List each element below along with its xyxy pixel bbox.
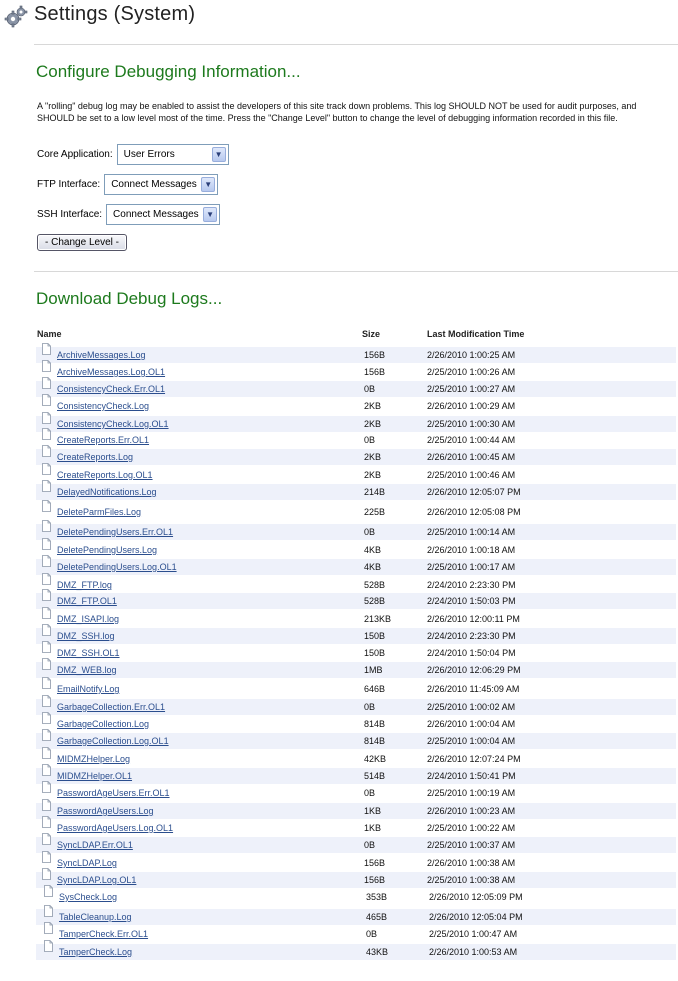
file-icon	[44, 940, 53, 952]
table-row	[36, 803, 676, 819]
file-modified-time: 2/26/2010 11:45:09 AM	[427, 684, 520, 694]
log-file-link[interactable]: DMZ_SSH.log	[57, 631, 115, 641]
file-size: 2KB	[364, 401, 382, 411]
file-size: 156B	[364, 367, 386, 377]
file-modified-time: 2/26/2010 1:00:53 AM	[429, 947, 518, 957]
log-file-link[interactable]: ArchiveMessages.Log	[57, 350, 146, 360]
file-icon	[42, 799, 51, 811]
ftp-interface-select[interactable]	[104, 174, 218, 195]
log-file-link[interactable]: ConsistencyCheck.Log.OL1	[57, 419, 169, 429]
file-size: 4KB	[364, 545, 382, 555]
file-icon	[42, 445, 51, 457]
file-modified-time: 2/26/2010 1:00:23 AM	[427, 806, 516, 816]
file-modified-time: 2/25/2010 1:00:19 AM	[427, 788, 516, 798]
file-icon	[42, 624, 51, 636]
table-row	[36, 524, 676, 540]
column-header-time: Last Modification Time	[427, 329, 525, 339]
file-size: 514B	[364, 771, 386, 781]
file-modified-time: 2/26/2010 1:00:38 AM	[427, 858, 516, 868]
file-modified-time: 2/26/2010 1:00:45 AM	[427, 452, 516, 462]
file-icon	[44, 922, 53, 934]
table-row	[36, 577, 676, 593]
file-icon	[42, 428, 51, 440]
log-file-link[interactable]: SysCheck.Log	[59, 892, 118, 902]
log-file-link[interactable]: MIDMZHelper.Log	[57, 754, 131, 764]
file-modified-time: 2/26/2010 1:00:25 AM	[427, 350, 516, 360]
file-modified-time: 2/25/2010 1:00:37 AM	[427, 840, 516, 850]
file-modified-time: 2/24/2010 2:23:30 PM	[427, 631, 516, 641]
file-size: 0B	[364, 435, 376, 445]
file-icon	[42, 816, 51, 828]
file-modified-time: 2/26/2010 12:06:29 PM	[427, 665, 521, 675]
log-file-link[interactable]: GarbageCollection.Log	[57, 719, 150, 729]
table-row	[36, 889, 676, 905]
table-row	[36, 611, 676, 627]
table-row	[36, 768, 676, 784]
table-row	[36, 926, 676, 942]
file-modified-time: 2/25/2010 1:00:04 AM	[427, 736, 516, 746]
file-modified-time: 2/25/2010 1:00:44 AM	[427, 435, 516, 445]
table-row	[36, 347, 676, 363]
file-size: 0B	[364, 788, 376, 798]
table-row	[36, 855, 676, 871]
file-icon	[44, 885, 53, 897]
log-file-link[interactable]: DMZ_ISAPI.log	[57, 614, 120, 624]
log-file-link[interactable]: DeletePendingUsers.Err.OL1	[57, 527, 174, 537]
file-icon	[42, 500, 51, 512]
log-file-link[interactable]: SyncLDAP.Err.OL1	[57, 840, 133, 850]
table-row	[36, 593, 676, 609]
file-size: 156B	[364, 858, 386, 868]
file-size: 528B	[364, 580, 386, 590]
table-row	[36, 432, 676, 448]
file-modified-time: 2/24/2010 1:50:04 PM	[427, 648, 516, 658]
file-icon	[42, 538, 51, 550]
file-icon	[42, 573, 51, 585]
ftp-interface-value: Connect Messages	[111, 179, 197, 190]
table-row	[36, 837, 676, 853]
download-logs-heading: Download Debug Logs...	[36, 289, 223, 308]
file-size: 814B	[364, 719, 386, 729]
ssh-interface-select[interactable]	[106, 204, 220, 225]
divider	[34, 44, 678, 45]
file-size: 646B	[364, 684, 386, 694]
core-application-label: Core Application:	[37, 149, 113, 160]
file-size: 2KB	[364, 470, 382, 480]
file-size: 814B	[364, 736, 386, 746]
file-icon	[42, 764, 51, 776]
file-modified-time: 2/24/2010 1:50:41 PM	[427, 771, 516, 781]
log-file-link[interactable]: PasswordAgeUsers.Log.OL1	[57, 823, 174, 833]
file-modified-time: 2/25/2010 1:00:22 AM	[427, 823, 516, 833]
log-file-link[interactable]: DMZ_SSH.OL1	[57, 648, 120, 658]
file-icon	[42, 394, 51, 406]
file-size: 465B	[366, 912, 388, 922]
log-file-link[interactable]: DeletePendingUsers.Log	[57, 545, 158, 555]
file-modified-time: 2/25/2010 1:00:27 AM	[427, 384, 516, 394]
file-icon	[42, 658, 51, 670]
file-size: 42KB	[364, 754, 387, 764]
file-modified-time: 2/26/2010 12:05:09 PM	[429, 892, 523, 902]
gear-icon	[4, 5, 28, 29]
ftp-interface-row	[37, 174, 218, 195]
log-file-link[interactable]: DeleteParmFiles.Log	[57, 507, 142, 517]
log-file-link[interactable]: TamperCheck.Err.OL1	[59, 929, 149, 939]
ssh-interface-label: SSH Interface:	[37, 209, 103, 220]
table-row	[36, 662, 676, 678]
ftp-interface-label: FTP Interface:	[37, 179, 101, 190]
file-icon	[42, 463, 51, 475]
file-modified-time: 2/25/2010 1:00:17 AM	[427, 562, 516, 572]
table-row	[36, 699, 676, 715]
file-icon	[42, 641, 51, 653]
table-row	[36, 416, 676, 432]
file-size: 0B	[364, 527, 376, 537]
file-size: 353B	[366, 892, 388, 902]
log-file-link[interactable]: DelayedNotifications.Log	[57, 487, 157, 497]
file-size: 1MB	[364, 665, 383, 675]
table-row	[36, 467, 676, 483]
file-icon	[42, 480, 51, 492]
table-row	[36, 751, 676, 767]
file-size: 0B	[364, 840, 376, 850]
debug-description: A "rolling" debug log may be enabled to assist the developers of this site track down problems. This log SHOULD NOT be used for audit purposes, and SHOULD be set to a low level most of the time. Press the "Change Level" button to change the level of debugging information recorded in this file.	[37, 101, 637, 123]
divider	[34, 271, 678, 272]
log-file-link[interactable]: SyncLDAP.Log.OL1	[57, 875, 137, 885]
file-size: 156B	[364, 350, 386, 360]
table-row	[36, 645, 676, 661]
table-row	[36, 716, 676, 732]
table-row	[36, 381, 676, 397]
file-modified-time: 2/25/2010 1:00:14 AM	[427, 527, 516, 537]
page-title: Settings (System)	[34, 3, 196, 25]
file-size: 1KB	[364, 806, 382, 816]
table-row	[36, 398, 676, 414]
log-file-link[interactable]: PasswordAgeUsers.Log	[57, 806, 154, 816]
table-row	[36, 820, 676, 836]
file-modified-time: 2/25/2010 1:00:30 AM	[427, 419, 516, 429]
file-modified-time: 2/25/2010 1:00:26 AM	[427, 367, 516, 377]
table-row	[36, 449, 676, 465]
table-row	[36, 559, 676, 575]
file-icon	[42, 747, 51, 759]
file-icon	[44, 905, 53, 917]
file-size: 150B	[364, 648, 386, 658]
log-file-link[interactable]: DeletePendingUsers.Log.OL1	[57, 562, 177, 572]
file-icon	[42, 360, 51, 372]
table-row	[36, 733, 676, 749]
table-row	[36, 504, 676, 520]
log-file-link[interactable]: ConsistencyCheck.Err.OL1	[57, 384, 166, 394]
file-modified-time: 2/24/2010 2:23:30 PM	[427, 580, 516, 590]
log-file-link[interactable]: CreateReports.Log.OL1	[57, 470, 153, 480]
file-modified-time: 2/26/2010 1:00:29 AM	[427, 401, 516, 411]
log-file-link[interactable]: CreateReports.Err.OL1	[57, 435, 150, 445]
file-size: 0B	[364, 384, 376, 394]
file-size: 156B	[364, 875, 386, 885]
file-size: 0B	[364, 702, 376, 712]
log-file-link[interactable]: CreateReports.Log	[57, 452, 134, 462]
configure-debugging-heading: Configure Debugging Information...	[36, 62, 301, 81]
file-icon	[42, 589, 51, 601]
file-icon	[42, 851, 51, 863]
file-icon	[42, 377, 51, 389]
table-row	[36, 909, 676, 925]
column-header-size: Size	[362, 329, 381, 339]
log-file-link[interactable]: SyncLDAP.Log	[57, 858, 117, 868]
file-icon	[42, 520, 51, 532]
column-header-name: Name	[37, 329, 62, 339]
log-file-link[interactable]: GarbageCollection.Err.OL1	[57, 702, 166, 712]
file-modified-time: 2/26/2010 12:05:04 PM	[429, 912, 523, 922]
table-row	[36, 944, 676, 960]
file-size: 2KB	[364, 452, 382, 462]
file-icon	[42, 868, 51, 880]
core-application-value: User Errors	[123, 149, 175, 160]
file-icon	[42, 712, 51, 724]
log-file-link[interactable]: ConsistencyCheck.Log	[57, 401, 150, 411]
log-file-link[interactable]: DMZ_WEB.log	[57, 665, 117, 675]
file-modified-time: 2/26/2010 1:00:04 AM	[427, 719, 516, 729]
file-modified-time: 2/25/2010 1:00:47 AM	[429, 929, 518, 939]
file-modified-time: 2/25/2010 1:00:46 AM	[427, 470, 516, 480]
file-icon	[42, 343, 51, 355]
file-modified-time: 2/25/2010 1:00:02 AM	[427, 702, 516, 712]
file-modified-time: 2/25/2010 1:00:38 AM	[427, 875, 516, 885]
change-level-button[interactable]: - Change Level -	[37, 234, 127, 251]
table-row	[36, 785, 676, 801]
table-row	[36, 364, 676, 380]
file-size: 43KB	[366, 947, 389, 957]
file-size: 4KB	[364, 562, 382, 572]
log-file-link[interactable]: TamperCheck.Log	[59, 947, 133, 957]
table-row	[36, 681, 676, 697]
file-modified-time: 2/26/2010 12:00:11 PM	[427, 614, 520, 624]
table-row	[36, 484, 676, 500]
table-row	[36, 542, 676, 558]
ssh-interface-row	[37, 204, 220, 225]
core-application-row	[37, 144, 229, 165]
log-file-link[interactable]: PasswordAgeUsers.Err.OL1	[57, 788, 170, 798]
file-size: 225B	[364, 507, 386, 517]
file-modified-time: 2/26/2010 12:07:24 PM	[427, 754, 521, 764]
file-modified-time: 2/26/2010 12:05:07 PM	[427, 487, 521, 497]
file-modified-time: 2/26/2010 12:05:08 PM	[427, 507, 521, 517]
file-size: 528B	[364, 596, 386, 606]
file-icon	[42, 412, 51, 424]
chevron-down-icon[interactable]: ▼	[201, 177, 215, 192]
log-file-link[interactable]: EmailNotify.Log	[57, 684, 120, 694]
ssh-interface-value: Connect Messages	[113, 209, 199, 220]
core-application-select[interactable]	[117, 144, 229, 165]
log-file-link[interactable]: DMZ_FTP.OL1	[57, 596, 117, 606]
chevron-down-icon[interactable]: ▼	[212, 147, 226, 162]
file-modified-time: 2/24/2010 1:50:03 PM	[427, 596, 516, 606]
file-size: 1KB	[364, 823, 382, 833]
file-size: 150B	[364, 631, 386, 641]
file-size: 2KB	[364, 419, 382, 429]
file-size: 214B	[364, 487, 386, 497]
file-icon	[42, 729, 51, 741]
page-header	[0, 0, 678, 34]
log-file-link[interactable]: GarbageCollection.Log.OL1	[57, 736, 169, 746]
table-row	[36, 872, 676, 888]
table-row	[36, 628, 676, 644]
file-icon	[42, 781, 51, 793]
log-file-link[interactable]: ArchiveMessages.Log.OL1	[57, 367, 166, 377]
file-icon	[42, 695, 51, 707]
file-icon	[42, 833, 51, 845]
chevron-down-icon[interactable]: ▼	[203, 207, 217, 222]
log-file-link[interactable]: TableCleanup.Log	[59, 912, 132, 922]
file-icon	[42, 607, 51, 619]
log-file-link[interactable]: DMZ_FTP.log	[57, 580, 112, 590]
file-icon	[42, 555, 51, 567]
file-modified-time: 2/26/2010 1:00:18 AM	[427, 545, 516, 555]
log-file-link[interactable]: MIDMZHelper.OL1	[57, 771, 133, 781]
file-size: 0B	[366, 929, 378, 939]
file-size: 213KB	[364, 614, 392, 624]
file-icon	[42, 677, 51, 689]
